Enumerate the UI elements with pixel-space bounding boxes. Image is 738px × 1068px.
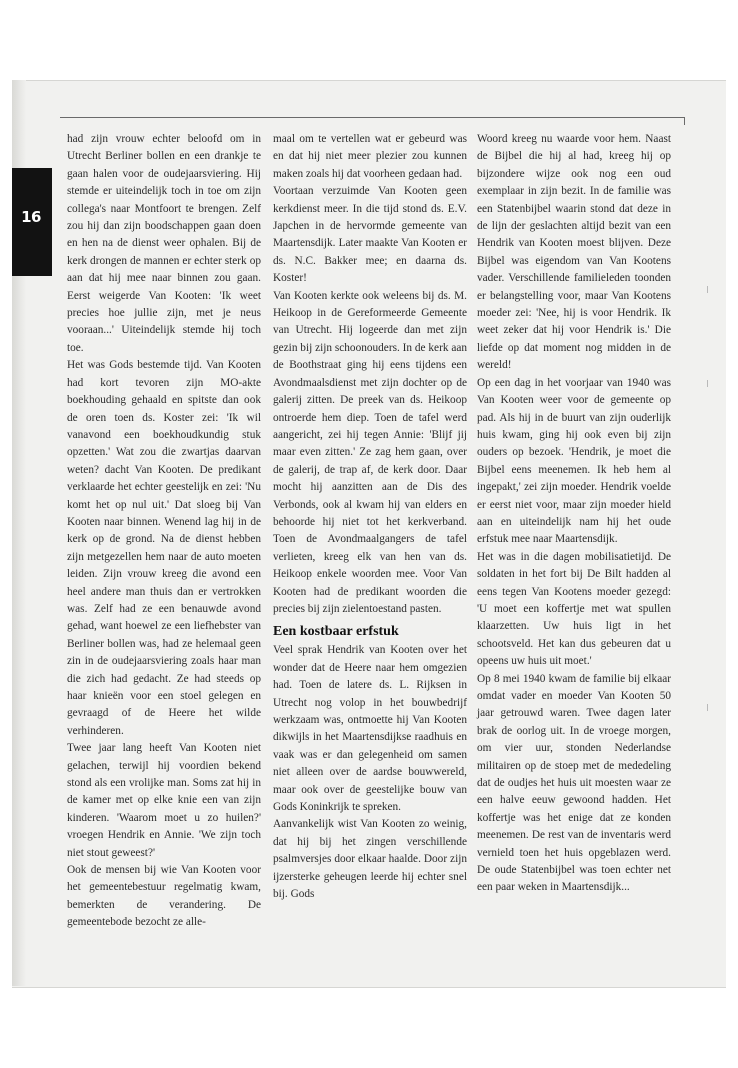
article-column-1 [67,131,261,932]
margin-mark [707,704,708,711]
article-column-2 [273,131,467,903]
paragraph: Het was Gods bestemde tijd. Van Kooten had kort tevoren zijn MO-akte boekhouding gehaald en spitste dan ook de oren toen ds. Koster zei: 'Ik wil vanavond een boekhoudkundig stuk opzetten.' Wat zou die zwartjas daarvan weten? dacht Van Kooten. De predikant verklaarde het echter geestelijk en zei: 'Nu komt het op nul uit.' Dat sloeg bij Van Kooten naar binnen. Wenend lag hij in de kerk op de grond. Na de dienst hebben zijn metgezellen hem naar de auto moeten leiden. Zijn vrouw kreeg die avond een heel andere man thuis dan er vertrokken was. Zelf had ze een benauwde avond gehad, want hoewel ze een liefhebster van Berliner bollen was, had ze helemaal geen zin in de oudejaarsviering zoals haar man die zich had gedacht. Ze had steeds op haar knieën voor een stoel gelegen en gevraagd of de Heere het wilde verhinderen. [67,359,261,737]
paragraph: Twee jaar lang heeft Van Kooten niet gelachen, terwijl hij voordien bekend stond als een vrolijke man. Soms zat hij in de kamer met op elke knie een van zijn kinderen. 'Waarom moet u zo huilen?' vroegen Hendrik en Annie. 'We zijn toch niet stout geweest?' [67,742,261,859]
paragraph: Op 8 mei 1940 kwam de familie bij elkaar omdat vader en moeder Van Kooten 50 jaar getrouwd waren. Twee dagen later brak de oorlog uit. In de vroege morgen, om vier uur, stonden Nederlandse militairen op de stoep met de mededeling dat de oudjes het huis uit moesten waar ze een halve eeuw gewoond hadden. Het koffertje was het enige dat ze konden meenemen. De rest van de inventaris werd vernield toen het huis opgeblazen werd. De oude Statenbijbel was toen echter net een paar weken in Maartensdijk... [477,672,671,894]
paragraph: Aanvankelijk wist Van Kooten zo weinig, dat hij bij het zingen verschillende psalmversjes door elkaar haalde. Door zijn ijzersterke geheugen leerde hij echter snel bij. Gods [273,818,467,901]
paragraph: Voortaan verzuimde Van Kooten geen kerkdienst meer. In die tijd stond ds. E.V. Japchen in de hervormde gemeente van Maartensdijk. Later maakte Van Kooten er ds. N.C. Bakker mee; en daarna ds. Koster! [273,185,467,285]
margin-mark [707,286,708,293]
header-rule [60,117,684,118]
header-rule-tick [684,117,685,125]
paragraph: Woord kreeg nu waarde voor hem. Naast de Bijbel die hij al had, kreeg hij op bijzondere wijze ook nog een oud exemplaar in zijn bezit. In de familie was een Statenbijbel waarin stond dat deze in de lijn der geslachten altijd bezit van een Hendrik van Kooten moest blijven. Deze Bijbel was eigendom van Van Kootens vader. Verschillende familieleden toonden er belangstelling voor, maar Van Kootens moeder zei: 'Nee, hij is voor Hendrik. Ik weet zeker dat hij voor Hendrik is.' Die liefde op dat moment nog midden in de wereld! [477,133,671,372]
paragraph: Het was in die dagen mobilisatietijd. De soldaten in het fort bij De Bilt hadden al eens tegen Van Kootens moeder gezegd: 'U moet een koffertje met wat spullen klaarzetten. Uw huis ligt in het schootsveld. Het kan dus gebeuren dat u opeens uw huis uit moet.' [477,550,671,668]
section-heading: Een kostbaar erfstuk [273,624,399,640]
paragraph: had zijn vrouw echter beloofd om in Utrecht Berliner bollen en een drankje te gaan halen voor de oudejaarsviering. Hij stemde er uiteindelijk toch in toe om zijn collega's naar Montfoort te brengen. Zelf zou hij dan zijn boodschappen gaan doen en hen na de dienst weer ophalen. Bij de kerk drongen de mannen er echter sterk op aan dat hij mee naar binnen zou gaan. Eerst weigerde Van Kooten: 'Ik weet precies hoe jullie zijn, met je neus vooraan...' Uiteindelijk stemde hij toch toe. [67,133,261,354]
margin-mark [707,380,708,387]
paragraph: Ook de mensen bij wie Van Kooten voor het gemeentebestuur regelmatig kwam, bemerkten de verandering. De gemeentebode bezocht ze alle- [67,864,261,929]
paragraph: Op een dag in het voorjaar van 1940 was Van Kooten weer voor de gemeente op pad. Als hij in de buurt van zijn ouderlijk huis kwam, ging hij ook even bij zijn ouders op bezoek. 'Hendrik, je moet die Bijbel eens meenemen. Ik heb hem al ingepakt,' zei zijn moeder. Hendrik voelde er eerst niet voor, maar zijn moeder hield aan en uiteindelijk nam hij het oude erfstuk mee naar Maartensdijk. [477,376,671,546]
paragraph: maal om te vertellen wat er gebeurd was en dat hij niet meer plezier zou kunnen maken zoals hij dat voorheen gedaan had. [273,133,467,180]
article-column-3 [477,131,671,897]
page-number: 16 [21,208,41,226]
paragraph: Van Kooten kerkte ook weleens bij ds. M. Heikoop in de Gereformeerde Gemeente van Utrecht. Hij logeerde dan met zijn gezin bij zijn schoonouders. In de kerk aan de Boothstraat ging hij eens tijdens een Avondmaalsdienst met zijn dochter op de galerij zitten. De preek van ds. Heikoop ontroerde hem diep. Toen de tafel werd aangericht, zei hij tegen Annie: 'Blijf jij maar even zitten.' Ze zag hem gaan, over de galerij, de trap af, de kerk door. Daar mocht hij aanzitten aan de Dis des Verbonds, ook al kwam hij van elders en behoorde hij niet tot het kerkverband. Toen de Avondmaalgangers de tafel verlieten, kreeg elk van hen van ds. Heikoop enkele woorden mee. Voor Van Kooten had de predikant woorden die precies bij zijn zielentoestand pasten. [273,289,467,615]
paragraph: Veel sprak Hendrik van Kooten over het wonder dat de Heere naar hem omgezien had. Toen de latere ds. L. Rijksen in Utrecht nog volop in het bouwbedrijf werkzaam was, ontmoette hij Van Kooten dikwijls in het Maartensdijkse raadhuis en vaak was er dan gelegenheid om samen niet alleen over de aardse bouwwereld, maar ook over de geestelijke bouw van Gods Koninkrijk te spreken. [273,644,467,814]
